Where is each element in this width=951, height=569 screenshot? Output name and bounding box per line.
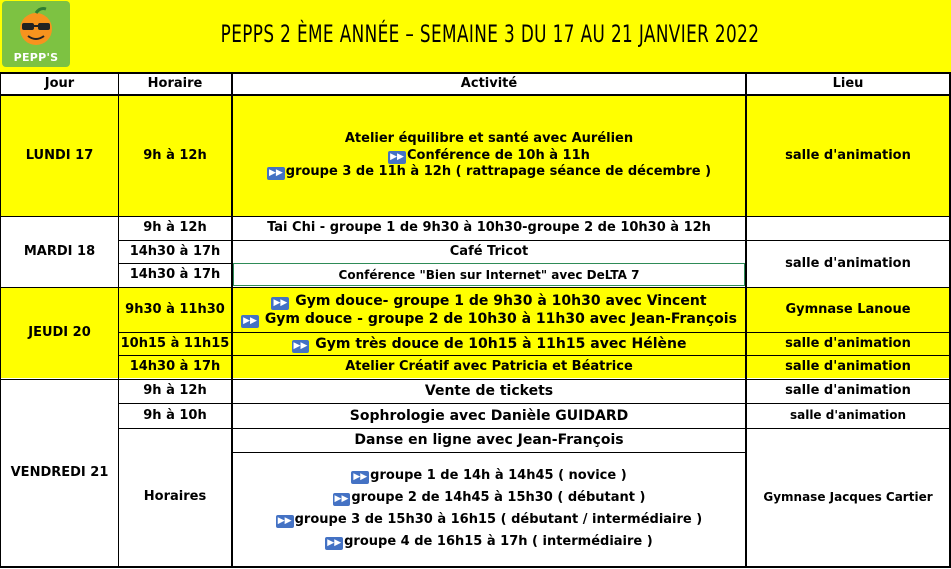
day-vendredi: VENDREDI 21 — [10, 464, 109, 480]
danse-groupe-4: groupe 4 de 16h15 à 17h ( intermédiaire ) — [344, 533, 653, 549]
header-banner — [0, 0, 951, 72]
jeudi-gym-douce-2: Gym douce - groupe 2 de 10h30 à 11h30 avec Jean-François — [264, 311, 737, 327]
danse-groupe-2: groupe 2 de 14h45 à 15h30 ( débutant ) — [351, 490, 646, 506]
fast-forward-icon: ▶▶ — [243, 316, 257, 326]
day-mardi: MARDI 18 — [23, 243, 96, 259]
vendredi-danse-title: Danse en ligne avec Jean-François — [354, 432, 624, 449]
logo-text: PEPP'S — [13, 51, 59, 64]
fast-forward-icon: ▶▶ — [277, 516, 292, 526]
lundi-horaire: 9h à 12h — [143, 147, 207, 163]
jeudi-lieu-2: salle d'animation — [785, 335, 911, 351]
jeudi-gym-tres-douce: Gym très douce de 10h15 à 11h15 avec Hélène — [315, 335, 687, 352]
danse-groupe-line — [325, 534, 652, 551]
vendredi-danse-groupes — [233, 453, 745, 566]
mardi-activite-1: Tai Chi - groupe 1 de 9h30 à 10h30-groupe 2 de 10h30 à 12h — [267, 220, 711, 236]
lundi-lieu: salle d'animation — [785, 147, 911, 163]
jeudi-horaire-1: 9h30 à 11h30 — [125, 301, 225, 317]
fast-forward-icon: ▶▶ — [353, 472, 368, 483]
lundi-act-line — [388, 148, 590, 165]
grid-line — [0, 566, 951, 568]
lundi-act-line — [267, 164, 711, 181]
jeudi-activite-3: Atelier Créatif avec Patricia et Béatrice — [345, 359, 633, 375]
jeudi-horaire-3: 14h30 à 17h — [129, 359, 221, 375]
jeudi-activite-1 — [233, 288, 745, 332]
vendredi-activite-2: Sophrologie avec Danièle GUIDARD — [349, 407, 629, 424]
vendredi-lieu-3: Gymnase Jacques Cartier — [763, 489, 933, 504]
header-lieu: Lieu — [832, 75, 864, 91]
fast-forward-icon: ▶▶ — [327, 537, 342, 548]
jeudi-lieu-3: salle d'animation — [785, 359, 911, 375]
jeudi-activite-2 — [233, 333, 745, 355]
vendredi-lieu-2: salle d'animation — [789, 408, 907, 423]
mardi-horaire-3: 14h30 à 17h — [129, 267, 221, 283]
vendredi-horaire-1: 9h à 12h — [143, 383, 207, 399]
danse-groupe-1: groupe 1 de 14h à 14h45 ( novice ) — [370, 468, 627, 484]
lundi-act-conference: Conférence de 10h à 11h — [406, 147, 590, 163]
page-title: PEPPS 2 ÈME ANNÉE – SEMAINE 3 DU 17 AU 21 JANVIER 2022 — [220, 20, 760, 48]
fast-forward-icon: ▶▶ — [293, 340, 308, 351]
jeudi-gym-douce-1: Gym douce- groupe 1 de 9h30 à 10h30 avec Vincent — [295, 292, 707, 309]
mardi-horaire-2: 14h30 à 17h — [129, 243, 221, 259]
vendredi-horaire-3: Horaires — [143, 489, 207, 505]
header-activite: Activité — [460, 75, 518, 91]
lundi-activite — [233, 96, 745, 216]
fast-forward-icon: ▶▶ — [390, 151, 404, 162]
mardi-horaire-1: 9h à 12h — [143, 220, 207, 236]
lundi-act-title: Atelier équilibre et santé avec Aurélien — [344, 130, 634, 146]
day-jeudi: JEUDI 20 — [28, 325, 91, 341]
vendredi-activite-1: Vente de tickets — [424, 383, 554, 400]
mardi-activite-2: Café Tricot — [449, 243, 529, 259]
danse-groupe-line — [351, 468, 626, 485]
jeudi-act-line — [292, 335, 687, 353]
jeudi-act-line — [241, 310, 737, 328]
jeudi-horaire-2: 10h15 à 11h15 — [120, 335, 230, 351]
fast-forward-icon: ▶▶ — [334, 494, 349, 505]
jeudi-lieu-1: Gymnase Lanoue — [785, 301, 911, 317]
danse-groupe-3: groupe 3 de 15h30 à 16h15 ( débutant / intermédiaire ) — [294, 512, 703, 527]
danse-groupe-line — [276, 512, 702, 529]
vendredi-lieu-1: salle d'animation — [785, 383, 911, 399]
fast-forward-icon: ▶▶ — [273, 297, 288, 308]
lundi-act-groupe: groupe 3 de 11h à 12h ( rattrapage séance de décembre ) — [285, 164, 712, 180]
mardi-lieu: salle d'animation — [785, 255, 911, 271]
fast-forward-icon: ▶▶ — [268, 168, 283, 179]
header-jour: Jour — [44, 75, 75, 91]
mardi-activite-3: Conférence "Bien sur Internet" avec DeLTA 7 — [338, 267, 640, 282]
day-lundi: LUNDI 17 — [25, 147, 94, 163]
danse-groupe-line — [333, 490, 646, 507]
jeudi-act-line — [271, 292, 706, 310]
header-horaire: Horaire — [147, 75, 203, 91]
pepps-logo — [2, 1, 70, 67]
vendredi-horaire-2: 9h à 10h — [143, 407, 207, 423]
